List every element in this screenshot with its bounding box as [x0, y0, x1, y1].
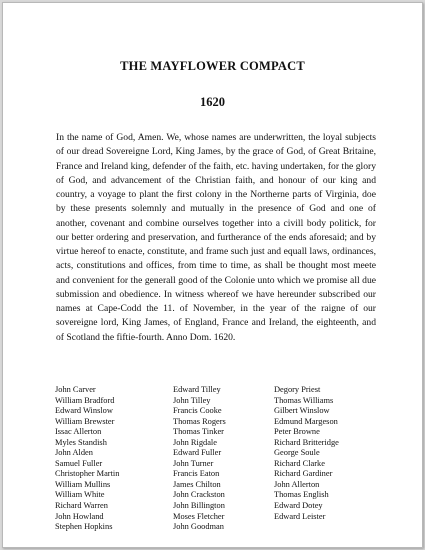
signer-name: Edward Winslow	[55, 406, 113, 416]
signer-name: Edward Leister	[274, 511, 326, 521]
signer-name: John Alden	[55, 448, 93, 458]
signers-column-1	[55, 385, 119, 533]
signer-name: Issac Allerton	[55, 427, 102, 437]
signer-name: Thomas English	[274, 490, 329, 500]
signer-name: Peter Browne	[274, 427, 320, 437]
signer-name: Thomas Tinker	[173, 427, 224, 437]
signer-name: Edmund Margeson	[274, 416, 338, 426]
signer-name: William Bradford	[55, 395, 115, 405]
signer-name: John Howland	[55, 511, 104, 521]
signer-name: John Billington	[173, 501, 225, 511]
signer-name: William White	[55, 490, 105, 500]
signer-name: Moses Fletcher	[173, 511, 225, 521]
document-page	[2, 2, 423, 548]
signer-name: Gilbert Winslow	[274, 406, 330, 416]
signer-name: Thomas Williams	[274, 395, 334, 405]
signer-name: John Tilley	[173, 395, 211, 405]
signer-name: Edward Tilley	[173, 385, 221, 394]
signer-name: George Soule	[274, 448, 320, 458]
signer-name: Richard Gardiner	[274, 469, 333, 479]
signer-name: John Carver	[55, 385, 96, 394]
signer-name: John Goodman	[173, 522, 224, 532]
compact-body-text: In the name of God, Amen. We, whose names are underwritten, the loyal subjects of our dread Sovereigne Lord, King James, by the grace of God, of Great Britaine, France and Ireland king, defender of the faith, etc. having undertaken, for the glory of God, and advancement of the Christian faith, and honour of our king and country, a voyage to plant the first colony in the Northerne parts of Virginia, doe by these presents solemnly and mutually in the presence of God and one of another, covenant and combine ourselves together into a civill body politick, for our better ordering and preservation, and furtherance of the ends aforesaid; and by virtue hereof to enacte, constitute, and frame such just and equall laws, ordinances, acts, constitutions and offices, from time to time, as shall be thought most meete and convenient for the generall good of the Colonie unto which we promise all due submission and obedience. In witness whereof we have hereunder subscribed our names at Cape-Codd the 11. of November, in the year of the raigne of our sovereigne lord, King James, of England, France and Ireland, the eighteenth, and of Scotland the fiftie-fourth. Anno Dom. 1620.	[56, 132, 376, 343]
signer-name: John Crackston	[173, 490, 225, 500]
signer-name: Samuel Fuller	[55, 458, 103, 468]
signer-name: James Chilton	[173, 479, 221, 489]
signers-column-3	[274, 385, 339, 522]
signer-name: Thomas Rogers	[173, 416, 226, 426]
signer-name: Richard Warren	[55, 501, 108, 511]
signer-name: Christopher Martin	[55, 469, 120, 479]
signer-name: Degory Priest	[274, 385, 321, 394]
signers-column-2	[173, 385, 226, 533]
document-year: 1620	[200, 95, 225, 109]
signer-name: William Brewster	[55, 416, 115, 426]
signer-name: Edward Fuller	[173, 448, 222, 458]
signer-name: John Rigdale	[173, 437, 217, 447]
signer-name: Richard Britteridge	[274, 437, 339, 447]
signer-name: Richard Clarke	[274, 458, 325, 468]
signer-name: Edward Dotey	[274, 501, 323, 511]
document-title: THE MAYFLOWER COMPACT	[120, 59, 305, 73]
signer-name: John Allerton	[274, 479, 320, 489]
signer-name: Myles Standish	[55, 437, 107, 447]
signer-name: Francis Cooke	[173, 406, 222, 416]
signer-name: John Turner	[173, 458, 214, 468]
signer-name: Stephen Hopkins	[55, 522, 113, 532]
signer-name: Francis Eaton	[173, 469, 220, 479]
signer-name: William Mullins	[55, 479, 111, 489]
